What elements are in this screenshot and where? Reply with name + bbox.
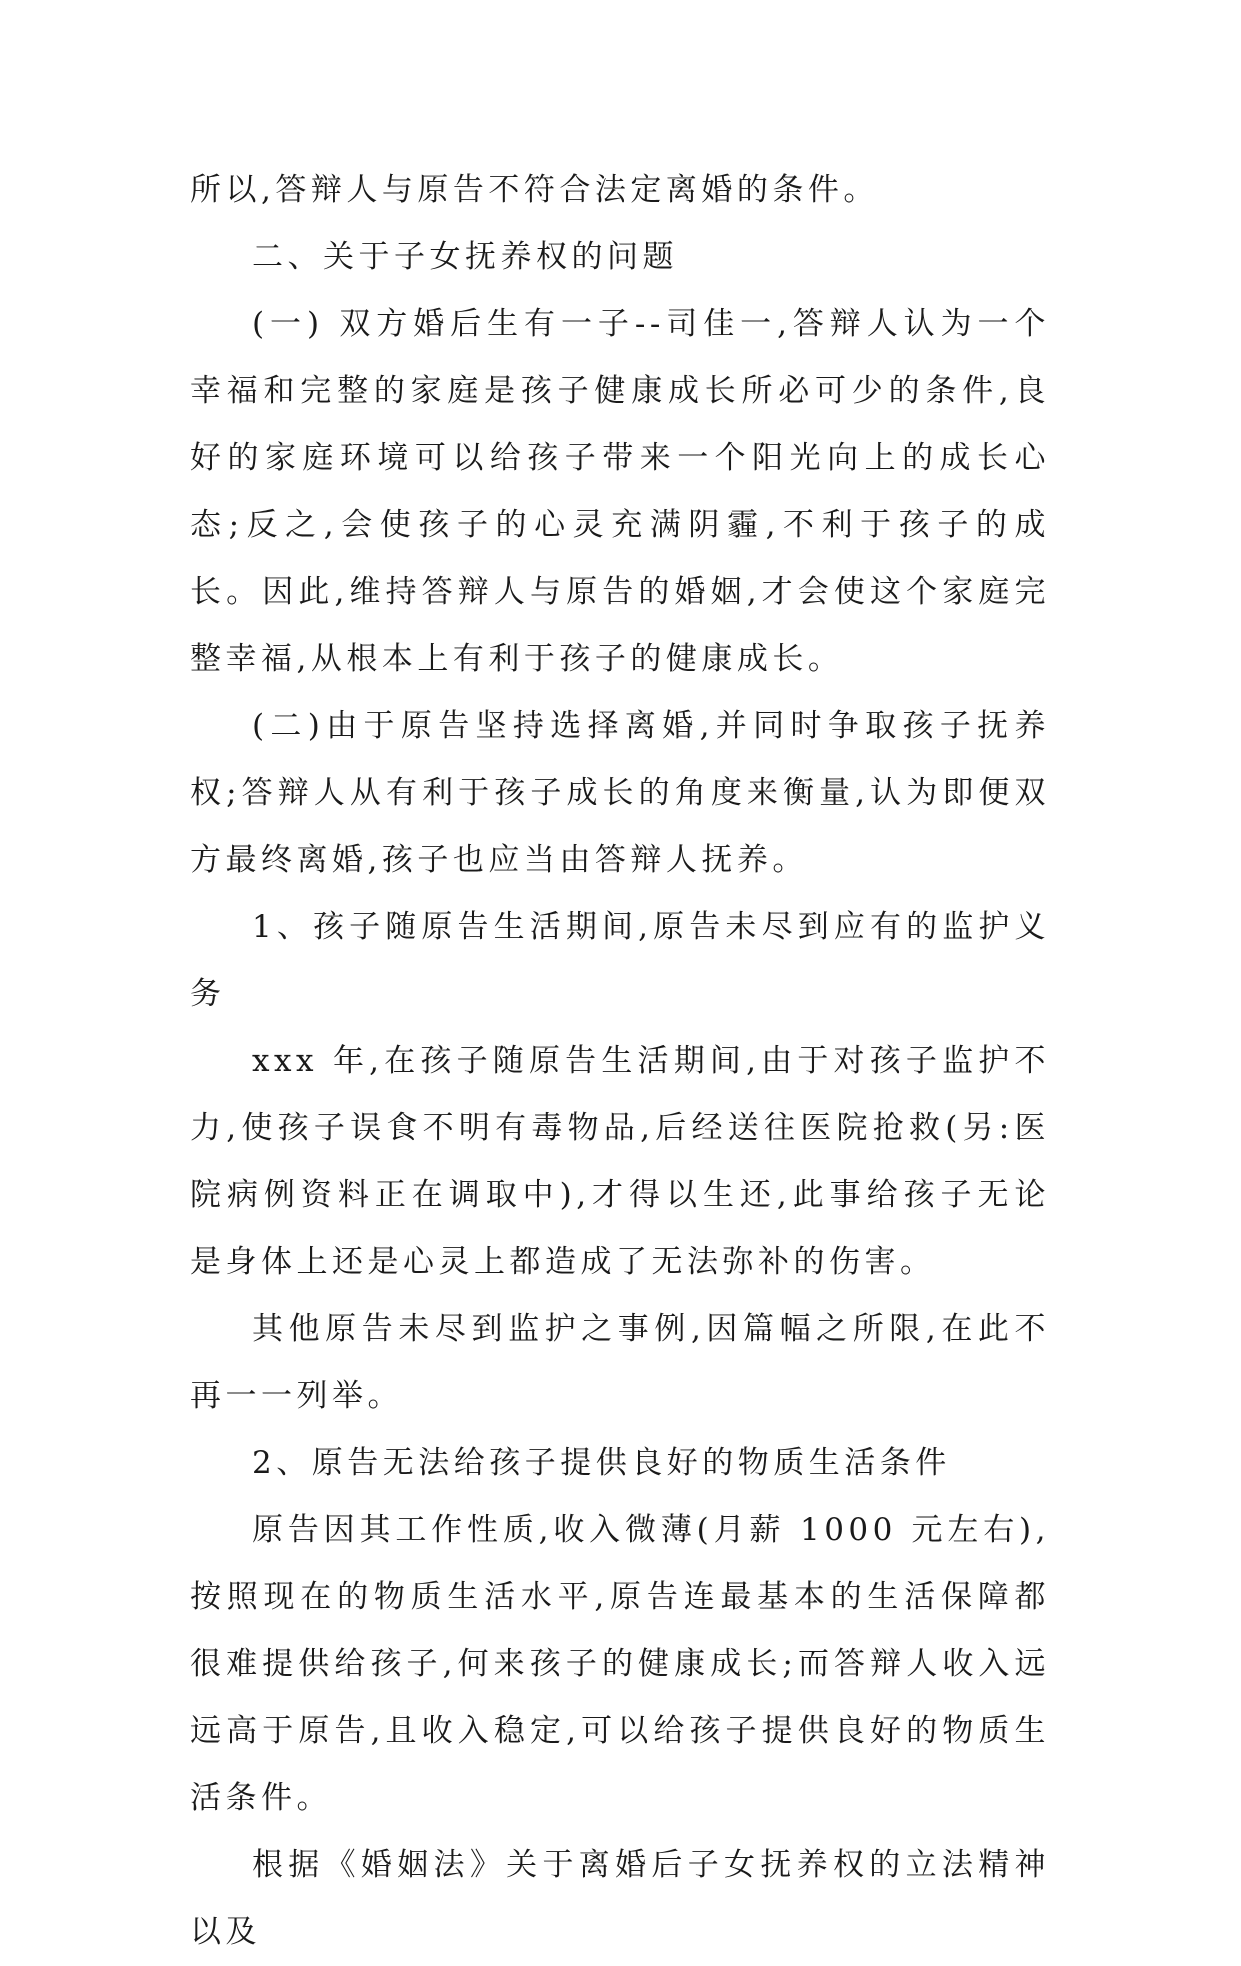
paragraph-1: 所以,答辩人与原告不符合法定离婚的条件。 — [190, 172, 879, 208]
paragraph-point-two: (二)由于原告坚持选择离婚,并同时争取孩子抚养权;答辩人从有利于孩子成长的角度来衡量,认为即便双方最终离婚,孩子也应当由答辩人抚养。 — [190, 708, 1050, 878]
document-body — [190, 157, 1050, 1966]
paragraph-point-one: (一) 双方婚后生有一子--司佳一,答辩人认为一个幸福和完整的家庭是孩子健康成长所必可少的条件,良好的家庭环境可以给孩子带来一个阳光向上的成长心态;反之,会使孩子的心灵充满阴霾,不利于孩子的成长。因此,维持答辩人与原告的婚姻,才会使这个家庭完整幸福,从根本上有利于孩子的健康成长。 — [190, 306, 1050, 677]
paragraph-incident: xxx 年,在孩子随原告生活期间,由于对孩子监护不力,使孩子误食不明有毒物品,后经送往医院抢救(另:医院病例资料正在调取中),才得以生还,此事给孩子无论是身体上还是心灵上都造成了无法弥补的伤害。 — [190, 1043, 1050, 1280]
subheading-material-conditions: 2、原告无法给孩子提供良好的物质生活条件 — [252, 1445, 951, 1481]
paragraph-other-cases: 其他原告未尽到监护之事例,因篇幅之所限,在此不再一一列举。 — [190, 1311, 1050, 1414]
paragraph-income: 原告因其工作性质,收入微薄(月薪 1000 元左右),按照现在的物质生活水平,原告连最基本的生活保障都很难提供给孩子,何来孩子的健康成长;而答辩人收入远远高于原告,且收入稳定,可以给孩子提供良好的物质生活条件。 — [190, 1512, 1050, 1816]
subheading-guardianship-duty: 1、孩子随原告生活期间,原告未尽到应有的监护义务 — [190, 909, 1050, 1012]
paragraph-marriage-law: 根据《婚姻法》关于离婚后子女抚养权的立法精神以及 — [190, 1847, 1050, 1950]
section-heading-child-custody: 二、关于子女抚养权的问题 — [252, 239, 678, 275]
